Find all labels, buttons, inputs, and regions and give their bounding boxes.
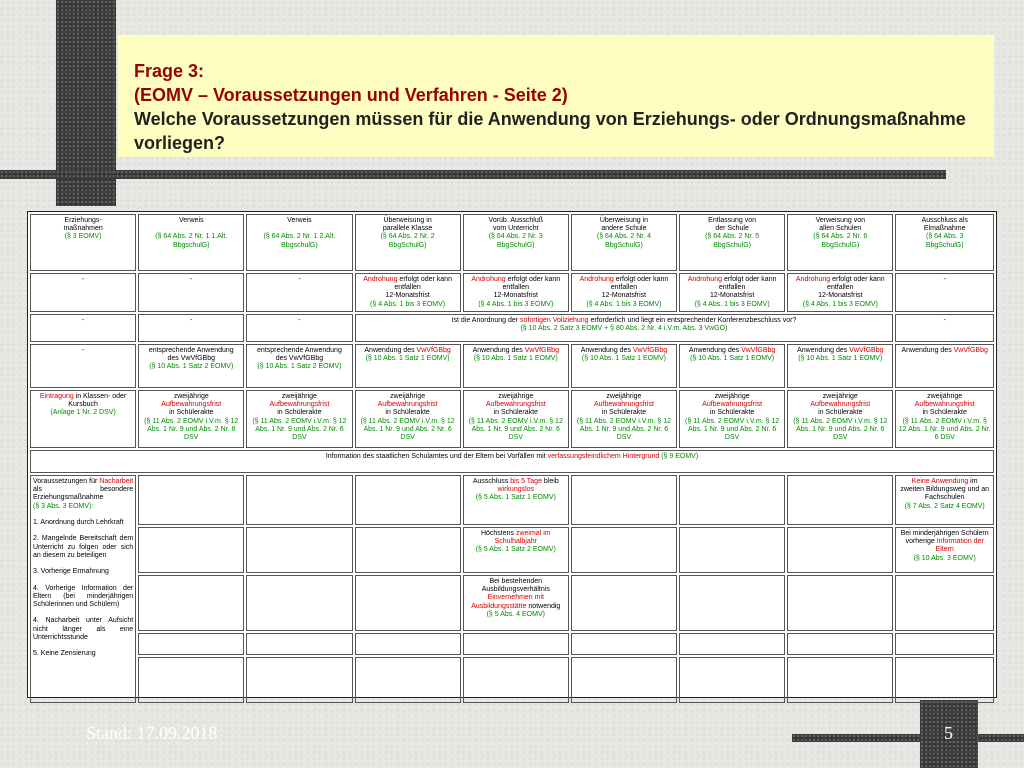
- table-cell: [571, 575, 677, 631]
- table-cell: [355, 657, 461, 703]
- table-cell: [679, 657, 785, 703]
- table-cell: entsprechende Anwendung des VwVfGBbg (§ 10 Abs. 1 Satz 2 EOMV): [138, 344, 244, 388]
- table-cell: [679, 527, 785, 573]
- table-cell: Höchstens zweimal im Schulhalbjahr (§ 5 Abs. 1 Satz 2 EOMV): [463, 527, 569, 573]
- table-cell: [246, 575, 352, 631]
- row-nacharbeit-5: [30, 657, 994, 703]
- table-header-row: [30, 214, 994, 271]
- table-cell: entsprechende Anwendung des VwVfGBbg (§ 10 Abs. 1 Satz 2 EOMV): [246, 344, 352, 388]
- table-cell: zweijährige Aufbewahrungsfrist in Schülerakte (§ 11 Abs. 2 EOMV i.V.m. § 12 Abs. 1 Nr. 9 und Abs. 2 Nr. 6 DSV: [463, 390, 569, 448]
- table-cell: [895, 657, 994, 703]
- table-cell: [463, 633, 569, 655]
- table-cell: zweijährige Aufbewahrungsfrist in Schülerakte (§ 11 Abs. 2 EOMV i.V.m. § 12 Abs. 1 Nr. 9 und Abs. 2 Nr. 6 DSV: [138, 390, 244, 448]
- title-subtitle: (EOMV – Voraussetzungen und Verfahren - Seite 2): [134, 85, 568, 105]
- table-cell: [679, 475, 785, 525]
- table-cell: [571, 657, 677, 703]
- table-cell: [355, 575, 461, 631]
- table-cell: zweijährige Aufbewahrungsfrist in Schülerakte (§ 11 Abs. 2 EOMV i.V.m. § 12 Abs. 1 Nr. 9 und Abs. 2 Nr. 6 DSV: [355, 390, 461, 448]
- table-cell: [787, 657, 893, 703]
- table-cell: [679, 633, 785, 655]
- table-cell: Anwendung des VwVfGBbg (§ 10 Abs. 1 Satz 1 EOMV): [679, 344, 785, 388]
- table-cell: -: [138, 273, 244, 312]
- header-cell-eilmassnahme: Ausschluss als Elmaßnahme (§ 64 Abs. 3 BbgSchulG): [895, 214, 994, 271]
- table-cell: Eintragung in Klassen- oder Kursbuch (Anlage 1 Nr. 2 DSV): [30, 390, 136, 448]
- table-cell: Bei minderjährigen Schülern vorherige Information der Eltern (§ 10 Abs. 3 EOMV): [895, 527, 994, 573]
- table-cell: Anwendung des VwVfGBbg (§ 10 Abs. 1 Satz 1 EOMV): [355, 344, 461, 388]
- header-cell-verweis-1: Verweis (§ 64 Abs. 2 Nr. 1 1.Alt. BbgschulG): [138, 214, 244, 271]
- table-cell: Anwendung des VwVfGBbg: [895, 344, 994, 388]
- table-cell: [138, 475, 244, 525]
- table-cell: zweijährige Aufbewahrungsfrist in Schülerakte (§ 11 Abs. 2 EOMV i.V.m. § 12 Abs. 1 Nr. 9 und Abs. 2 Nr. 6 DSV: [571, 390, 677, 448]
- table-cell: Androhung erfolgt oder kann entfallen 12-Monatsfrist (§ 4 Abs. 1 bis 3 EOMV): [355, 273, 461, 312]
- row-androhung: [30, 273, 994, 312]
- row-aufbewahrung: [30, 390, 994, 448]
- table-cell: [246, 657, 352, 703]
- header-cell-andere-schule: Überweisung in andere Schule (§ 64 Abs. 2 Nr. 4 BbgSchulG): [571, 214, 677, 271]
- table-cell: Keine Anwendung im zweiten Bildungsweg und an Fachschulen (§ 7 Abs. 2 Satz 4 EOMV): [895, 475, 994, 525]
- table-cell: -: [246, 273, 352, 312]
- row-vollziehung: [30, 314, 994, 342]
- table-cell: zweijährige Aufbewahrungsfrist in Schülerakte (§ 11 Abs. 2 EOMV i.V.m. § 12 Abs. 1 Nr. 9 und Abs. 2 Nr. 6 DSV: [787, 390, 893, 448]
- header-cell-ausschluss: Vorüb. Ausschluß vom Unterricht (§ 64 Abs. 2 Nr. 3 BbgSchulG): [463, 214, 569, 271]
- table-cell: [138, 633, 244, 655]
- row-vwvfg: [30, 344, 994, 388]
- title-question-text: Welche Voraussetzungen müssen für die Anwendung von Erziehungs- oder Ordnungsmaßnahme vorliegen?: [134, 109, 966, 153]
- table-cell: [246, 527, 352, 573]
- header-cell-parallele-klasse: Überweisung in parallele Klasse (§ 64 Abs. 2 Nr. 2 BbgSchulG): [355, 214, 461, 271]
- table-cell: [463, 657, 569, 703]
- table-cell: Ausschluss bis 5 Tage bleib wirkungslos (§ 5 Abs. 1 Satz 1 EOMV): [463, 475, 569, 525]
- table-cell-voraussetzungen: Voraussetzungen für Nacharbeit als besondere Erziehungsmaßnahme (§ 3 Abs. 3 EOMV): 1. Anordnung durch Lehrkraft 2. Mangelnde Bereitschaft dem Unterricht zu folgen oder sich an diesem zu beteiligen 3. Vorherige Ermahnung 4. Vorherige Information der Eltern (bei minderjährigen Schülerinnen und Schülern) 4. Nacharbeit unter Aufsicht nicht länger als eine Unterrichtsstunde 5. Keine Zensierung: [30, 475, 136, 703]
- table-cell-vollziehung: Ist die Anordnung der sofortigen Vollziehung erforderlich und liegt ein entsprechender Konferenzbeschluss vor? (§ 10 Abs. 2 Satz 3 EOMV + § 80 Abs. 2 Nr. 4 i.V.m. Abs. 3 VwGO): [355, 314, 894, 342]
- table-cell: [355, 475, 461, 525]
- table-cell: Anwendung des VwVfGBbg (§ 10 Abs. 1 Satz 1 EOMV): [463, 344, 569, 388]
- table-cell: Anwendung des VwVfGBbg (§ 10 Abs. 1 Satz 1 EOMV): [787, 344, 893, 388]
- table-cell: zweijährige Aufbewahrungsfrist in Schülerakte (§ 11 Abs. 2 EOMV i.V.m. § 12 Abs. 1 Nr. 9 und Abs. 2 Nr. 6 DSV: [246, 390, 352, 448]
- row-nacharbeit-2: [30, 527, 994, 573]
- row-nacharbeit-4: [30, 633, 994, 655]
- table-cell: [679, 575, 785, 631]
- table-cell: [355, 633, 461, 655]
- table-cell: [138, 657, 244, 703]
- table-cell: Androhung erfolgt oder kann entfallen 12-Monatsfrist (§ 4 Abs. 1 bis 3 EOMV): [463, 273, 569, 312]
- title-question: Frage 3:: [134, 61, 205, 81]
- table-cell: zweijährige Aufbewahrungsfrist in Schülerakte (§ 11 Abs. 2 EOMV i.V.m. § 12 Abs. 1 Nr. 9 und Abs. 2 Nr. 6 DSV: [679, 390, 785, 448]
- footer-date: Stand: 17.09.2018: [86, 723, 218, 743]
- table-cell-information: Information des staatlichen Schulamtes und der Eltern bei Vorfällen mit verfassungsfeindlichem Hintergrund (§ 9 EOMV): [30, 450, 994, 473]
- table-cell: Androhung erfolgt oder kann entfallen 12-Monatsfrist (§ 4 Abs. 1 bis 3 EOMV): [571, 273, 677, 312]
- table-cell: [787, 633, 893, 655]
- table-cell: [138, 575, 244, 631]
- header-cell-verweisung: Verweisung von allen Schulen (§ 64 Abs. 2 Nr. 6 BbgSchulG): [787, 214, 893, 271]
- table-cell: [246, 475, 352, 525]
- table-cell: -: [138, 314, 244, 342]
- table-cell: [787, 575, 893, 631]
- table-cell: Anwendung des VwVfGBbg (§ 10 Abs. 1 Satz 1 EOMV): [571, 344, 677, 388]
- row-nacharbeit-3: [30, 575, 994, 631]
- page-number: 5: [944, 723, 953, 743]
- table-cell: -: [895, 314, 994, 342]
- table-cell: [246, 633, 352, 655]
- table-cell: [571, 633, 677, 655]
- table-cell: zweijährige Aufbewahrungsfrist in Schülerakte (§ 11 Abs. 2 EOMV i.V.m. § 12 Abs. 1 Nr. 9 und Abs. 2 Nr. 6 DSV: [895, 390, 994, 448]
- header-cell-massnahmen: Erziehungs- maßnahmen (§ 3 EOMV): [30, 214, 136, 271]
- table-cell: [571, 475, 677, 525]
- table-cell: [355, 527, 461, 573]
- table-cell: -: [30, 344, 136, 388]
- eomv-table: [27, 211, 997, 698]
- table-cell: Androhung erfolgt oder kann entfallen 12-Monatsfrist (§ 4 Abs. 1 bis 3 EOMV): [787, 273, 893, 312]
- table-cell: [787, 527, 893, 573]
- title-box: [118, 35, 994, 157]
- table-cell: [571, 527, 677, 573]
- table-cell: -: [246, 314, 352, 342]
- table-cell: [895, 633, 994, 655]
- table-cell: -: [30, 273, 136, 312]
- header-cell-entlassung: Entlassung von der Schule (§ 64 Abs. 2 Nr. 5 BbgSchulG): [679, 214, 785, 271]
- header-cell-verweis-2: Verweis (§ 64 Abs. 2 Nr. 1 2.Alt. BbgschulG): [246, 214, 352, 271]
- table-cell: [138, 527, 244, 573]
- decorative-bottom-rule: [792, 734, 1024, 742]
- decorative-horizontal-rule: [0, 170, 946, 179]
- table-cell: [895, 575, 994, 631]
- table-cell: Bei bestehenden Ausbildungsverhältnis Einvernehmen mit Ausbildungsstätte notwendig (§ 5 Abs. 4 EOMV): [463, 575, 569, 631]
- row-information: [30, 450, 994, 473]
- table-cell: -: [895, 273, 994, 312]
- row-nacharbeit-1: [30, 475, 994, 525]
- table-cell: [787, 475, 893, 525]
- table-cell: -: [30, 314, 136, 342]
- table-cell: Androhung erfolgt oder kann entfallen 12-Monatsfrist (§ 4 Abs. 1 bis 3 EOMV): [679, 273, 785, 312]
